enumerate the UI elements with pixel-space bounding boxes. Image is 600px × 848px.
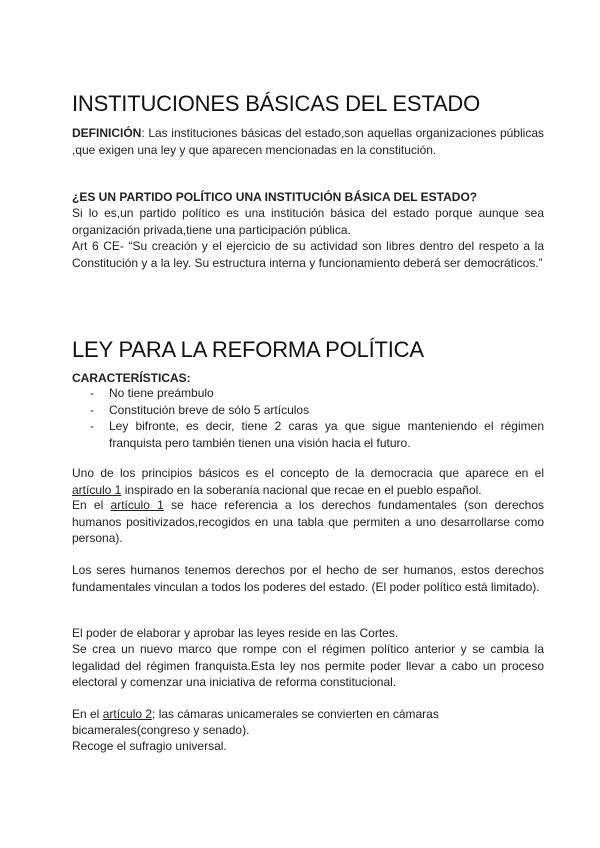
paragraph-nuevo-marco: Se crea un nuevo marco que rompe con el régimen político anterior y se cambia la legalidad del régimen franquista.Esta ley nos permite poder llevar a cabo un proceso electoral y comenzar una iniciativa de reforma constitucional. bbox=[72, 642, 544, 689]
paragraph-cortes: El poder de elaborar y aprobar las leyes reside en las Cortes. bbox=[72, 626, 399, 640]
bullet-dash: - bbox=[90, 386, 94, 400]
articulo-2-link: artículo 2 bbox=[102, 707, 153, 721]
characteristics-label: CARACTERÍSTICAS: bbox=[72, 371, 191, 385]
definition-colon: : bbox=[141, 126, 145, 140]
answer-paragraph: Si lo es,un partido político es una institución básica del estado porque aunque sea organización privada,tiene una participación pública. bbox=[72, 206, 544, 237]
list-item: - No tiene preámbulo bbox=[90, 386, 214, 400]
section-title-instituciones: INSTITUCIONES BÁSICAS DEL ESTADO bbox=[72, 91, 481, 116]
question-heading: ¿ES UN PARTIDO POLÍTICO UNA INSTITUCIÓN BÁSICA DEL ESTADO? bbox=[72, 190, 478, 204]
definition-text: Las instituciones básicas del estado,son aquellas organizaciones públicas ,que exigen una ley y que aparecen mencionadas en la constitución. bbox=[72, 126, 544, 157]
list-item: - Ley bifronte, es decir, tiene 2 caras ya que sigue manteniendo el régimen franquista pero también tienen una visión hacia el futuro. bbox=[90, 419, 544, 450]
section-title-ley-reforma: LEY PARA LA REFORMA POLÍTICA bbox=[72, 337, 424, 362]
bullet-dash: - bbox=[90, 402, 94, 417]
paragraph-derechos: En el artículo 1 se hace referencia a los derechos fundamentales (son derechos humanos positivizados,recogidos en una tabla que permiten a uno desarrollarse como persona). bbox=[72, 498, 545, 545]
paragraph-democracia: Uno de los principios básicos es el concepto de la democracia que aparece en el artículo 1 inspirado en la soberanía nacional que recae en el pueblo español. bbox=[72, 466, 544, 497]
bullet-dash: - bbox=[90, 419, 94, 433]
characteristics-list bbox=[72, 385, 544, 451]
articulo-1-link: artículo 1 bbox=[72, 482, 122, 497]
articulo-1-link-2: artículo 1 bbox=[110, 498, 164, 512]
list-item: - Constitución breve de sólo 5 artículos bbox=[90, 402, 310, 417]
article-quote-paragraph: Art 6 CE- “Su creación y el ejercicio de su actividad son libres dentro del respeto a la Constitución y a la ley. Su estructura interna y funcionamiento deberá ser democráticos.” bbox=[72, 239, 544, 270]
paragraph-bicamerales: bicamerales(congreso y senado). bbox=[72, 723, 250, 737]
paragraph-seres-humanos: Los seres humanos tenemos derechos por el hecho de ser humanos, estos derechos fundamentales vinculan a todos los poderes del estado. (El poder político está limitado). bbox=[72, 563, 544, 594]
definition-label: DEFINICIÓN bbox=[72, 126, 142, 140]
definition-paragraph bbox=[72, 125, 544, 158]
paragraph-articulo-2: En el artículo 2; las cámaras unicamerales se convierten en cámaras bbox=[72, 707, 439, 721]
paragraph-sufragio: Recoge el sufragio universal. bbox=[72, 739, 227, 753]
